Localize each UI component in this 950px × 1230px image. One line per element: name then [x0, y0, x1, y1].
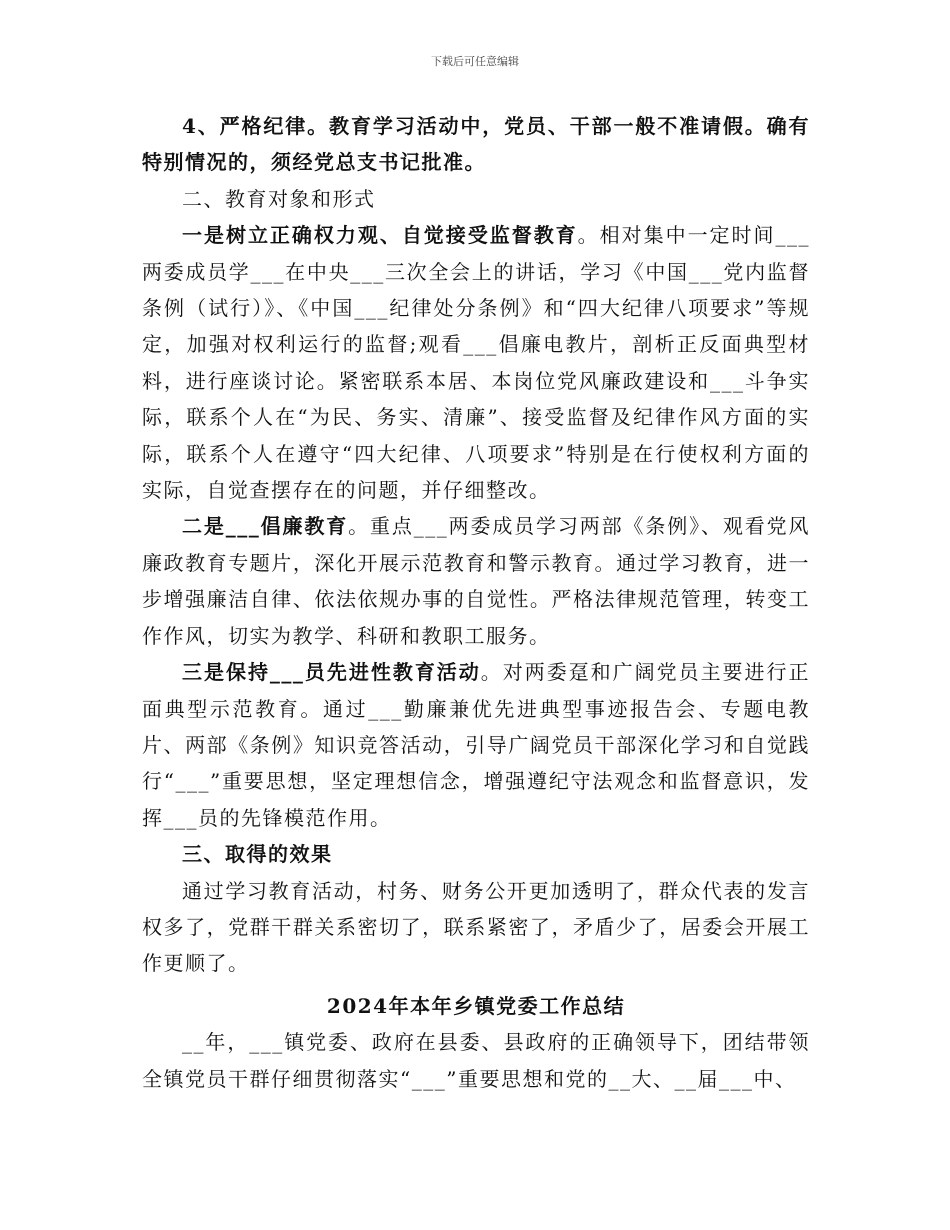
paragraph-text: 。相对集中一定时间___两委成员学___在中央___三次全会上的讲话，学习《中国___党内监督条例（试行）》、《中国___纪律处分条例》和“四大纪律八项要求”等规定，加强对权利运行的监督;观看___倡廉电教片，剖析正反面典型材料，进行座谈讨论。紧密联系本居、本岗位党风廉政建设和___斗争实际，联系个人在“为民、务实、清廉”、接受监督及纪律作风方面的实际，联系个人在遵守“四大纪律、八项要求”特别是在行使权利方面的实际，自觉查摆存在的问题，并仔细整改。 [142, 223, 811, 503]
paragraph-text: 。对两委趸和广阔党员主要进行正面典型示范教育。通过___勤廉兼优先进典型事迹报告会、专题电教片、两部《条例》知识竞答活动，引导广阔党员干部深化学习和自觉践行“___”重要思想，坚定理想信念，增强遵纪守法观念和监督意识，发挥___员的先锋模范作用。 [142, 660, 811, 830]
paragraph-text: 。重点___两委成员学习两部《条例》、观看党风廉政教育专题片，深化开展示范教育和警示教育。通过学习教育，进一步增强廉洁自律、依法依规办事的自觉性。严格法律规范管理，转变工作作风，切实为教学、科研和教职工服务。 [142, 514, 811, 648]
heading-education-targets: 二、教育对象和形式 [182, 186, 376, 211]
paragraph-lead: 一是树立正确权力观、自觉接受监督教育 [182, 223, 578, 248]
paragraph-summary-intro: __年，___镇党委、政府在县委、县政府的正确领导下，团结带领全镇党员干群仔细贯彻落实“___”重要思想和党的__大、__届___中、 [142, 1030, 810, 1091]
paragraph-integrity [142, 508, 810, 654]
heading-results: 三、取得的效果 [182, 842, 333, 867]
document-body [142, 108, 810, 1097]
paragraph-results: 通过学习教育活动，村务、财务公开更加透明了，群众代表的发言权多了，党群干群关系密切了，联系紧密了，矛盾少了，居委会开展工作更顺了。 [142, 878, 810, 976]
paragraph-power-view [142, 217, 810, 508]
paragraph-lead: 三是保持___员先进性教育活动 [182, 660, 481, 685]
page-header: 下载后可任意编辑 [431, 55, 519, 68]
paragraph-lead: 二是___倡廉教育 [182, 514, 349, 539]
paragraph-advanced-nature [142, 654, 810, 836]
paragraph-discipline: 4、严格纪律。教育学习活动中，党员、干部一般不准请假。确有特别情况的，须经党总支书记批准。 [142, 114, 810, 175]
section-title: 2024年本年乡镇党委工作总结 [326, 993, 626, 1018]
